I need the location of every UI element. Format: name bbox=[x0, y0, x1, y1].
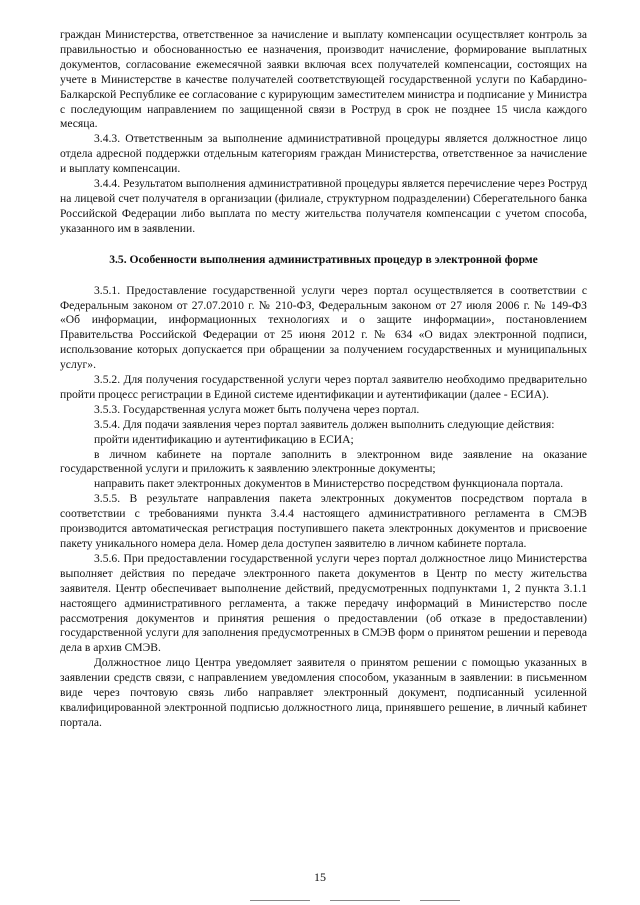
document-body bbox=[60, 28, 587, 731]
paragraph-3-4-4: 3.4.4. Результатом выполнения административной процедуры является перечисление через Роструд на лицевой счет получателя в организации (филиале, структурном подразделении) Сберегательного банка Российской Федерации либо выплата по месту жительства получателя компенсации с учетом способа, указанного им в заявлении. bbox=[60, 177, 587, 235]
paragraph-3-5-3: 3.5.3. Государственная услуга может быть получена через портал. bbox=[94, 402, 420, 416]
paragraph-center-notification: Должностное лицо Центра уведомляет заявителя о принятом решении с помощью указанных в заявлении средств связи, с направлением уведомления способом, указанным в заявлении: в письменном виде через почтовую связь либо направляет электронный документ, подписанный усиленной квалифицированной электронной подписью должностного лица, принявшего решение, в личный кабинет портала. bbox=[60, 656, 587, 729]
scan-artifact-line bbox=[250, 900, 310, 901]
paragraph-3-5-4-item-1: пройти идентификацию и аутентификацию в ЕСИА; bbox=[94, 432, 354, 446]
scan-artifact-line bbox=[330, 900, 400, 901]
paragraph-continuation: граждан Министерства, ответственное за начисление и выплату компенсации осуществляет контроль за правильностью и обоснованностью ее назначения, производит начисление, формирование выплатных документов, согласование ежемесячной заявки включая всех получателей компенсации, состоящих на учете в Министерстве в качестве получателей соответствующей государственной услуги по Кабардино-Балкарской Республике ее согласование с курирующим заместителем министра и подписание у Министра с последующим направлением по защищенной связи в Роструд в срок не позднее 15 числа каждого месяца. bbox=[60, 28, 587, 131]
paragraph-3-5-4: 3.5.4. Для подачи заявления через портал заявитель должен выполнить следующие действия: bbox=[94, 417, 555, 431]
paragraph-3-5-5: 3.5.5. В результате направления пакета электронных документов посредством портала в соответствии с требованиями пункта 3.4.4 настоящего административного регламента в СМЭВ производится автоматическая регистрация поступившего пакета электронных документов и присвоение пакету уникального номера дела. Номер дела доступен заявителю в личном кабинете портала. bbox=[60, 492, 587, 550]
paragraph-3-5-4-item-2: в личном кабинете на портале заполнить в электронном виде заявление на оказание государственной услуги и приложить к заявлению электронные документы; bbox=[60, 447, 587, 476]
scan-artifact-line bbox=[420, 900, 460, 901]
section-heading: 3.5. Особенности выполнения административных процедур в электронной форме bbox=[109, 252, 538, 266]
paragraph-3-4-3: 3.4.3. Ответственным за выполнение административной процедуры является должностное лицо отдела адресной поддержки отдельным категориям граждан Министерства, ответственное за начисление и выплату компенсации. bbox=[60, 132, 587, 176]
paragraph-3-5-4-item-3: направить пакет электронных документов в Министерство посредством функционала портала. bbox=[94, 477, 564, 491]
paragraph-3-5-6: 3.5.6. При предоставлении государственной услуги через портал должностное лицо Министерства выполняет действия по передаче электронного пакета документов в Центр по месту жительства заявителя. Центр обеспечивает выполнение действий, предусмотренных подпунктами 1, 2 пункта 3.1.1 настоящего административного регламента, а также передачу информаций в Министерство после рассмотрения документов и принятия решения о предоставлении (об отказе в предоставлении) государственной услуги для заполнения предусмотренных в СМЭВ форм о принятом решении и перевода дела в архив СМЭВ. bbox=[60, 551, 587, 655]
paragraph-3-5-1: 3.5.1. Предоставление государственной услуги через портал осуществляется в соответствии с Федеральным законом от 27.07.2010 г. № 210-ФЗ, Федеральным законом от 27 июля 2006 г. № 149-ФЗ «Об информации, информационных технологиях и о защите информации», постановлением Правительства Российской Федерации от 25 июня 2012 г. № 634 «О видах электронной подписи, использование которых допускается при обращении за получением государственных и муниципальных услуг». bbox=[60, 283, 587, 372]
paragraph-3-5-2: 3.5.2. Для получения государственной услуги через портал заявителю необходимо предварительно пройти процесс регистрации в Единой системе идентификации и аутентификации (далее - ЕСИА). bbox=[60, 373, 587, 401]
page-number: 15 bbox=[314, 870, 326, 884]
